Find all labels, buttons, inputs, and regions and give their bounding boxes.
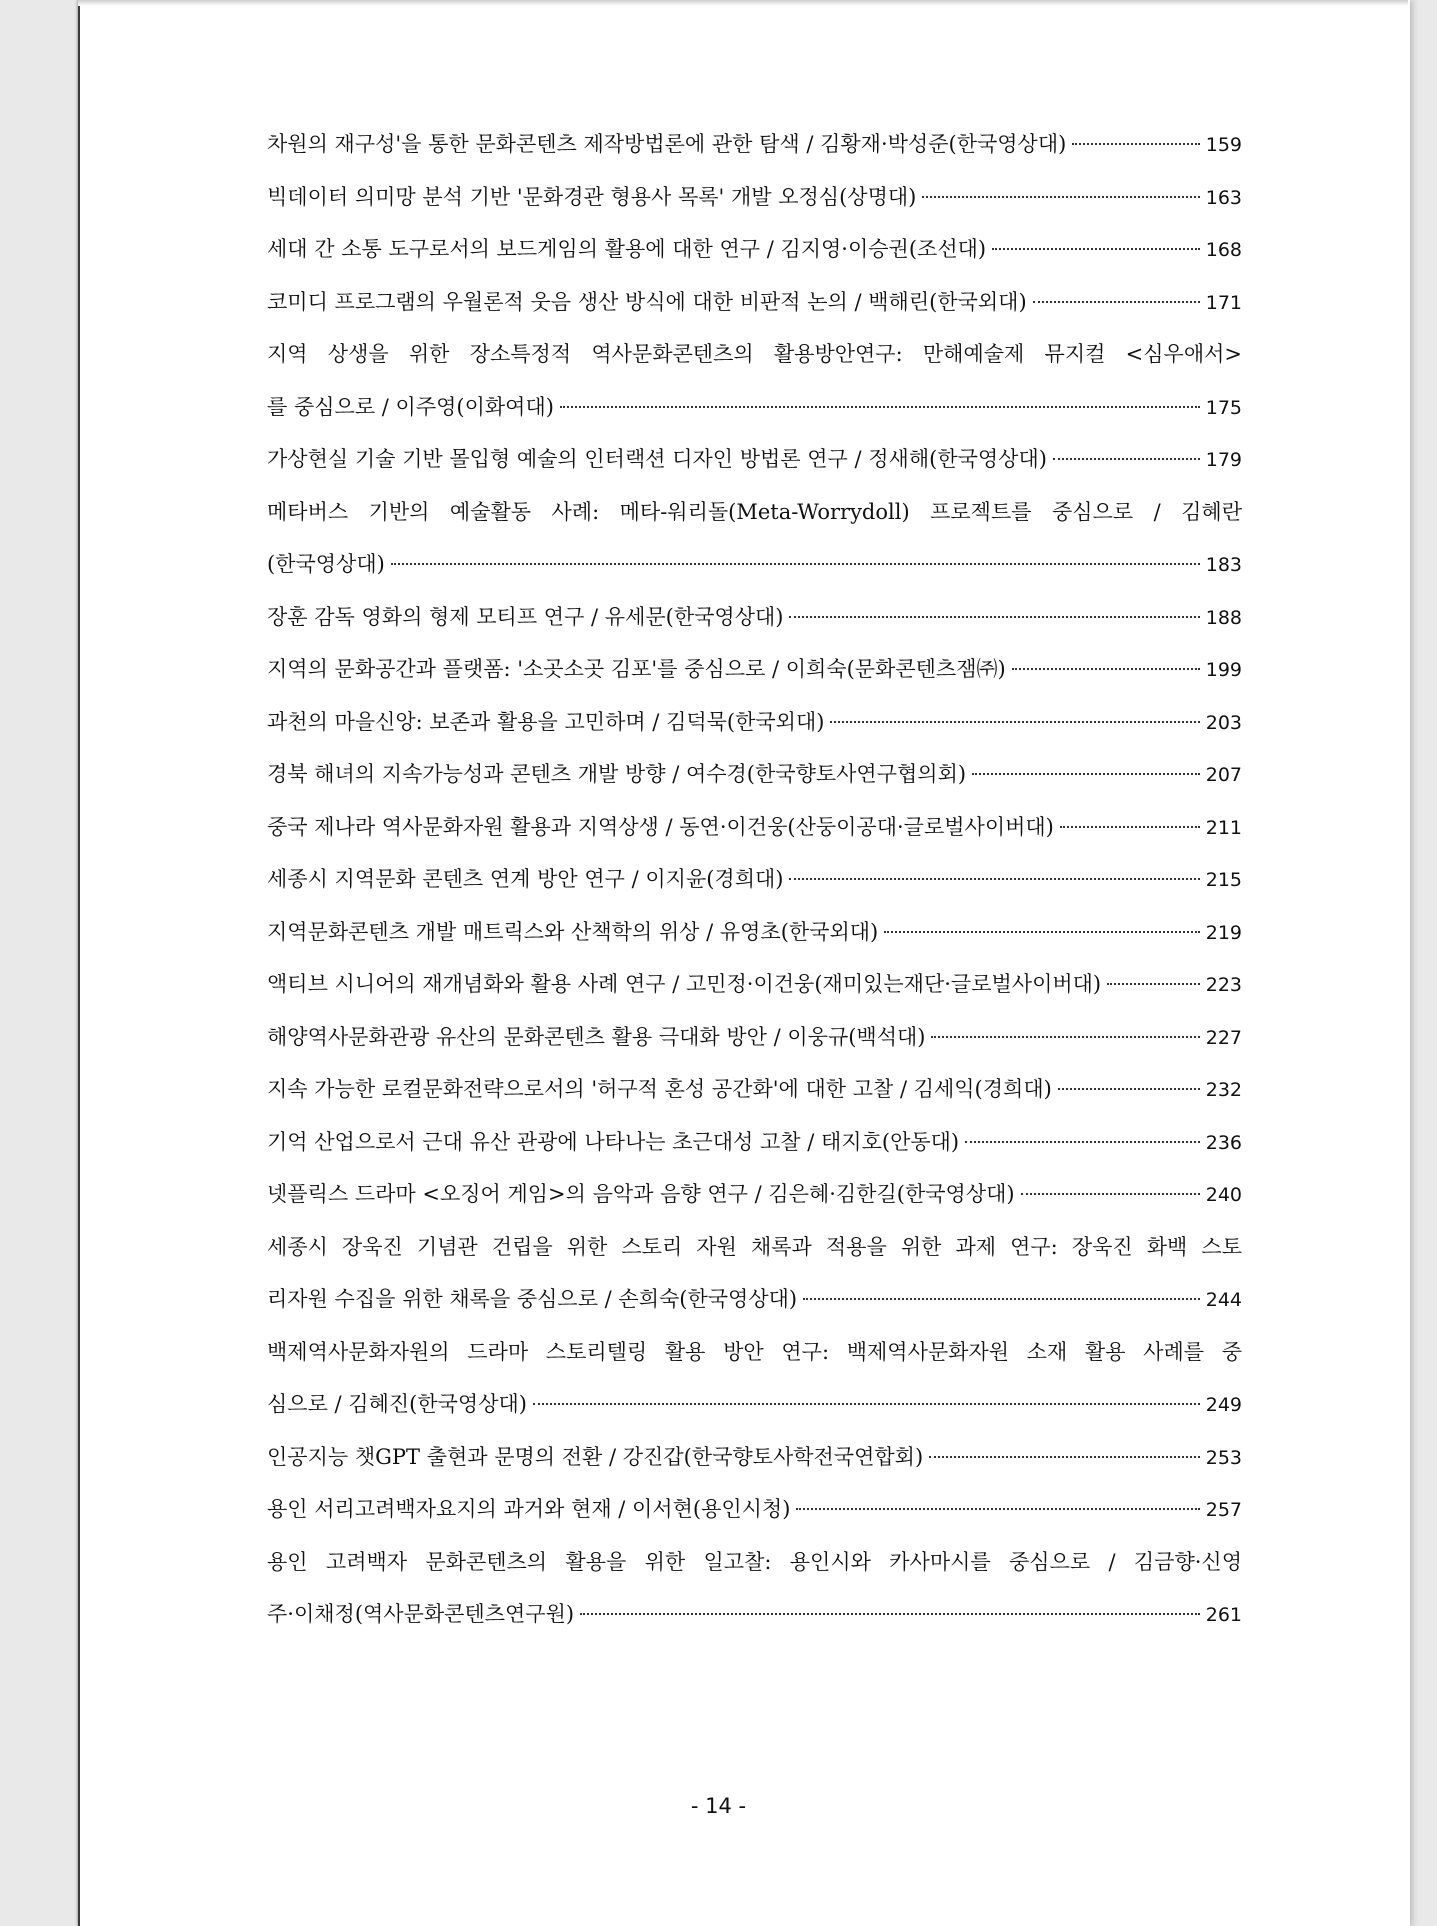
toc-entry-page: 244 (1205, 1289, 1242, 1311)
toc-entry-page: 223 (1205, 974, 1242, 996)
dot-leader (830, 721, 1199, 723)
toc-entry-page: 249 (1205, 1394, 1242, 1416)
toc-entry-title: 기억 산업으로서 근대 유산 관광에 나타나는 초근대성 고찰 / 태지호(안동대) (267, 1129, 960, 1154)
toc-entry-title: 넷플릭스 드라마 <오징어 게임>의 음악과 음향 연구 / 김은혜·김한길(한국영상대) (267, 1182, 1015, 1206)
toc-entry (267, 591, 1242, 644)
toc-entry-page: 215 (1205, 869, 1242, 891)
dot-leader (391, 563, 1200, 565)
toc-entry (267, 1273, 1242, 1326)
dot-leader (1033, 301, 1200, 303)
toc-entry-title: 경북 해녀의 지속가능성과 콘텐츠 개발 방향 / 여수경(한국향토사연구협의회) (267, 762, 967, 786)
dot-leader (931, 1036, 1199, 1038)
dot-leader (992, 248, 1200, 250)
toc-entry (267, 748, 1242, 801)
toc-entry-page: 175 (1205, 396, 1242, 419)
dot-leader (1107, 983, 1200, 985)
toc-entry-title: 빅데이터 의미망 분석 기반 '문화경관 형용사 목록' 개발 오정심(상명대) (267, 184, 917, 209)
toc-entry (267, 1378, 1242, 1431)
dot-leader (789, 878, 1199, 880)
toc-entry-page: 203 (1205, 711, 1242, 734)
toc-entry-page: 188 (1205, 606, 1242, 629)
page-number: - 14 - (690, 1794, 747, 1818)
toc-entry: 지역 상생을 위한 장소특정적 역사문화콘텐츠의 활용방안연구: 만해예술제 뮤지컬 <심우애서> (267, 342, 1242, 366)
table-of-contents (267, 118, 1242, 1641)
toc-entry-page: 171 (1205, 291, 1242, 314)
toc-entry (267, 381, 1242, 434)
toc-entry (267, 906, 1242, 959)
toc-entry-title: 장훈 감독 영화의 형제 모티프 연구 / 유세문(한국영상대) (267, 604, 784, 629)
toc-entry (267, 1011, 1242, 1064)
toc-entry (267, 171, 1242, 224)
toc-entry-page: 219 (1205, 921, 1242, 944)
toc-entry-title: 세대 간 소통 도구로서의 보드게임의 활용에 대한 연구 / 김지영·이승권(조선대) (267, 237, 987, 261)
toc-entry-title: 인공지능 챗GPT 출현과 문명의 전환 / 강진갑(한국향토사학전국연합회) (267, 1444, 924, 1469)
toc-entry-page: 240 (1205, 1184, 1242, 1206)
toc-entry (267, 643, 1242, 696)
toc-entry-title: 를 중심으로 / 이주영(이화여대) (267, 394, 554, 419)
toc-entry: 세종시 장욱진 기념관 건립을 위한 스토리 자원 채록과 적용을 위한 과제 연구: 장욱진 화백 스토 (267, 1234, 1242, 1259)
toc-entry (267, 538, 1242, 591)
toc-entry (267, 276, 1242, 329)
toc-entry (267, 801, 1242, 854)
toc-entry (267, 1063, 1242, 1116)
dot-leader (1060, 826, 1200, 828)
dot-leader (884, 931, 1200, 933)
dot-leader (560, 406, 1200, 408)
toc-entry-title: 차원의 재구성'을 통한 문화콘텐츠 제작방법론에 관한 탐색 / 김황재·박성준(한국영상대) (267, 132, 1067, 156)
dot-leader (796, 1508, 1199, 1510)
toc-entry-page: 163 (1205, 186, 1242, 209)
toc-entry-page: 211 (1205, 816, 1242, 839)
dot-leader (1058, 1088, 1200, 1090)
toc-entry-page: 236 (1205, 1131, 1242, 1154)
dot-leader (789, 616, 1199, 618)
toc-entry-page: 207 (1205, 764, 1242, 786)
dot-leader (1053, 458, 1200, 460)
toc-entry-title: 지역의 문화공간과 플랫폼: '소곳소곳 김포'를 중심으로 / 이희숙(문화콘텐츠잼㈜) (267, 657, 1006, 681)
toc-entry-page: 257 (1205, 1499, 1242, 1521)
toc-entry-title: 코미디 프로그램의 우월론적 웃음 생산 방식에 대한 비판적 논의 / 백해린(한국외대) (267, 289, 1027, 314)
toc-entry-title: 해양역사문화관광 유산의 문화콘텐츠 활용 극대화 방안 / 이웅규(백석대) (267, 1024, 926, 1049)
toc-entry-page: 261 (1205, 1604, 1242, 1626)
toc-entry: 백제역사문화자원의 드라마 스토리텔링 활용 방안 연구: 백제역사문화자원 소재 활용 사례를 중 (267, 1339, 1242, 1364)
toc-entry (267, 1483, 1242, 1536)
toc-entry (267, 1588, 1242, 1641)
dot-leader (922, 196, 1199, 198)
dot-leader (972, 773, 1200, 775)
toc-entry-title: 용인 서리고려백자요지의 과거와 현재 / 이서현(용인시청) (267, 1497, 791, 1521)
dot-leader (929, 1456, 1200, 1458)
toc-entry-title: 주·이채정(역사문화콘텐츠연구원) (267, 1602, 575, 1626)
toc-entry-page: 227 (1205, 1026, 1242, 1049)
toc-entry-title: 액티브 시니어의 재개념화와 활용 사례 연구 / 고민정·이건웅(재미있는재단·글로벌사이버대) (267, 972, 1102, 996)
toc-entry-page: 159 (1205, 134, 1242, 156)
toc-entry-page: 168 (1205, 239, 1242, 261)
toc-entry-title: 과천의 마을신앙: 보존과 활용을 고민하며 / 김덕묵(한국외대) (267, 709, 825, 734)
toc-entry (267, 433, 1242, 486)
dot-leader (1072, 143, 1199, 145)
toc-entry (267, 118, 1242, 171)
toc-entry-title: 지역문화콘텐츠 개발 매트릭스와 산책학의 위상 / 유영초(한국외대) (267, 919, 879, 944)
toc-entry-page: 183 (1205, 554, 1242, 576)
toc-entry-title: 가상현실 기술 기반 몰입형 예술의 인터랙션 디자인 방법론 연구 / 정새해(한국영상대) (267, 447, 1047, 471)
toc-entry-title: (한국영상대) (267, 552, 385, 576)
toc-entry (267, 853, 1242, 906)
toc-entry-title: 심으로 / 김혜진(한국영상대) (267, 1392, 527, 1416)
toc-entry-page: 253 (1205, 1446, 1242, 1469)
toc-entry (267, 1431, 1242, 1484)
toc-entry (267, 696, 1242, 749)
dot-leader (965, 1141, 1200, 1143)
dot-leader (580, 1613, 1200, 1615)
toc-entry-title: 중국 제나라 역사문화자원 활용과 지역상생 / 동연·이건웅(산둥이공대·글로벌사이버대) (267, 814, 1054, 839)
toc-entry: 용인 고려백자 문화콘텐츠의 활용을 위한 일고찰: 용인시와 카사마시를 중심으로 / 김금향·신영 (267, 1549, 1242, 1574)
toc-entry (267, 1168, 1242, 1221)
toc-entry (267, 958, 1242, 1011)
toc-entry-page: 179 (1205, 449, 1242, 471)
dot-leader (803, 1298, 1200, 1300)
toc-entry-title: 세종시 지역문화 콘텐츠 연계 방안 연구 / 이지윤(경희대) (267, 867, 784, 891)
toc-entry: 메타버스 기반의 예술활동 사례: 메타-워리돌(Meta-Worrydoll) 프로젝트를 중심으로 / 김혜란 (267, 499, 1242, 524)
toc-entry-page: 199 (1205, 659, 1242, 681)
toc-entry-title: 지속 가능한 로컬문화전략으로서의 '허구적 혼성 공간화'에 대한 고찰 / 김세익(경희대) (267, 1077, 1052, 1101)
toc-entry-page: 232 (1205, 1079, 1242, 1101)
page-top-shadow (78, 0, 1408, 6)
toc-entry-title: 리자원 수집을 위한 채록을 중심으로 / 손희숙(한국영상대) (267, 1287, 798, 1311)
toc-entry (267, 223, 1242, 276)
dot-leader (533, 1403, 1200, 1405)
toc-entry (267, 1116, 1242, 1169)
dot-leader (1021, 1193, 1200, 1195)
dot-leader (1012, 668, 1200, 670)
